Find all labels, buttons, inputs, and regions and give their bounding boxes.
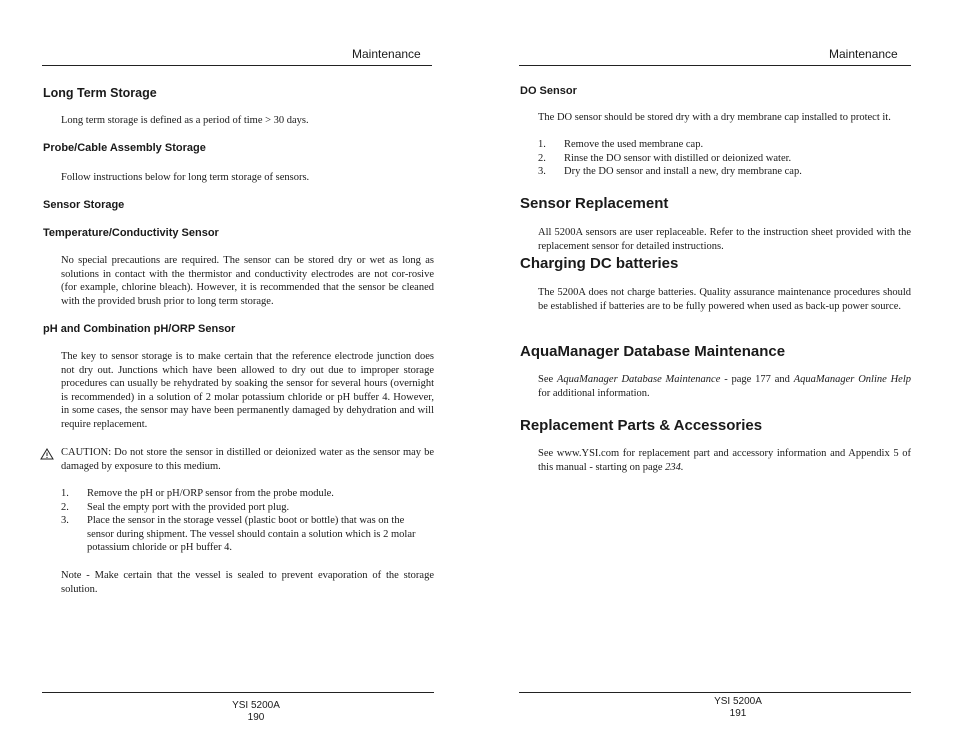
do-sensor-steps [538,138,898,179]
aquamanager-ref-link: AquaManager Database Maintenance [557,374,721,385]
footer-rule [42,692,434,693]
caution-text: CAUTION: Do not store the sensor in distilled or deionized water as the sensor may be damaged by exposure to this medium. [61,447,434,472]
section-heading-sensor-replacement: Sensor Replacement [520,195,669,212]
section-heading-sensor-storage: Sensor Storage [43,199,125,211]
ph-orp-text: The key to sensor storage is to make certain that the reference electrode junction does not dry out. Junctions which have been allowed to dry out due to improper storage procedures can usually be rehydrated by soaking the sensor for several hours (overnight is recommended) in a solution of 2 molar potassium chloride or pH buffer 4. However, in some cases, the sensor may have been permanently damaged by dehydration and will require replacement. [61,351,434,430]
page-number: 191 [729,708,747,719]
aquamanager-help-ref: AquaManager Online Help [793,374,912,385]
parts-text: See www.YSI.com for replacement part and accessory information and Appendix 5 of this manual - starting on page 234. [538,448,911,473]
section-heading-charging: Charging DC batteries [520,255,679,272]
parts-page-ref: 234. [665,461,684,473]
page-footer [710,696,766,720]
section-heading-do-sensor: DO Sensor [520,85,577,97]
running-header: Maintenance [352,47,421,61]
footer-product: YSI 5200A [714,696,762,707]
temp-cond-text: No special precautions are required. The sensor can be stored dry or wet as long as solutions in contact with the thermistor and conductivity electrodes are not cor-rosive (for example, chlorine bleach). However, it is recommended that the sensor be cleaned with the provided brush prior to long term storage. [61,255,434,307]
section-heading-parts: Replacement Parts & Accessories [520,417,763,434]
list-item: 2. Rinse the DO sensor with distilled or deionized water. [538,152,792,164]
page-footer [228,700,284,724]
section-heading-aquamanager: AquaManager Database Maintenance [520,343,786,360]
ph-storage-steps [61,487,417,555]
section-heading-long-term-storage: Long Term Storage [43,86,157,100]
probe-cable-text: Follow instructions below for long term storage of sensors. [61,172,310,183]
charging-text: The 5200A does not charge batteries. Quality assurance maintenance procedures should be established if batteries are to be fully powered when used as back-up power source. [538,287,911,312]
section-heading-ph-orp: pH and Combination pH/ORP Sensor [43,323,236,335]
page-number: 190 [247,712,265,723]
do-sensor-text: The DO sensor should be stored dry with a dry membrane cap installed to protect it. [538,112,891,123]
list-item: 2. Seal the empty port with the provided port plug. [61,501,290,513]
sensor-replacement-text: All 5200A sensors are user replaceable. Refer to the instruction sheet provided with the replacement sensor for detailed instructions. [538,227,911,252]
header-rule [42,65,432,66]
list-item: 3. Dry the DO sensor and install a new, dry membrane cap. [538,166,802,178]
list-item: 3. Place the sensor in the storage vessel (plastic boot or bottle) that was on the sensor during shipment. The vessel should contain a solution which is 2 molar potassium chloride or pH buffer 4. [61,515,416,554]
warning-icon [40,448,54,460]
long-term-storage-text: Long term storage is defined as a period of time > 30 days. [61,115,309,126]
running-header: Maintenance [829,47,898,61]
header-rule [519,65,911,66]
aquamanager-text: See AquaManager Database Maintenance - page 177 and AquaManager Online Help for additional information. [538,374,912,399]
footer-product: YSI 5200A [232,700,280,711]
section-heading-probe-cable: Probe/Cable Assembly Storage [43,142,206,154]
storage-note: Note - Make certain that the vessel is sealed to prevent evaporation of the storage solution. [61,570,434,595]
footer-rule [519,692,911,693]
list-item: 1. Remove the pH or pH/ORP sensor from the probe module. [61,488,334,499]
section-heading-temp-cond: Temperature/Conductivity Sensor [43,227,219,239]
right-page [477,0,954,738]
list-item: 1. Remove the used membrane cap. [538,139,704,150]
